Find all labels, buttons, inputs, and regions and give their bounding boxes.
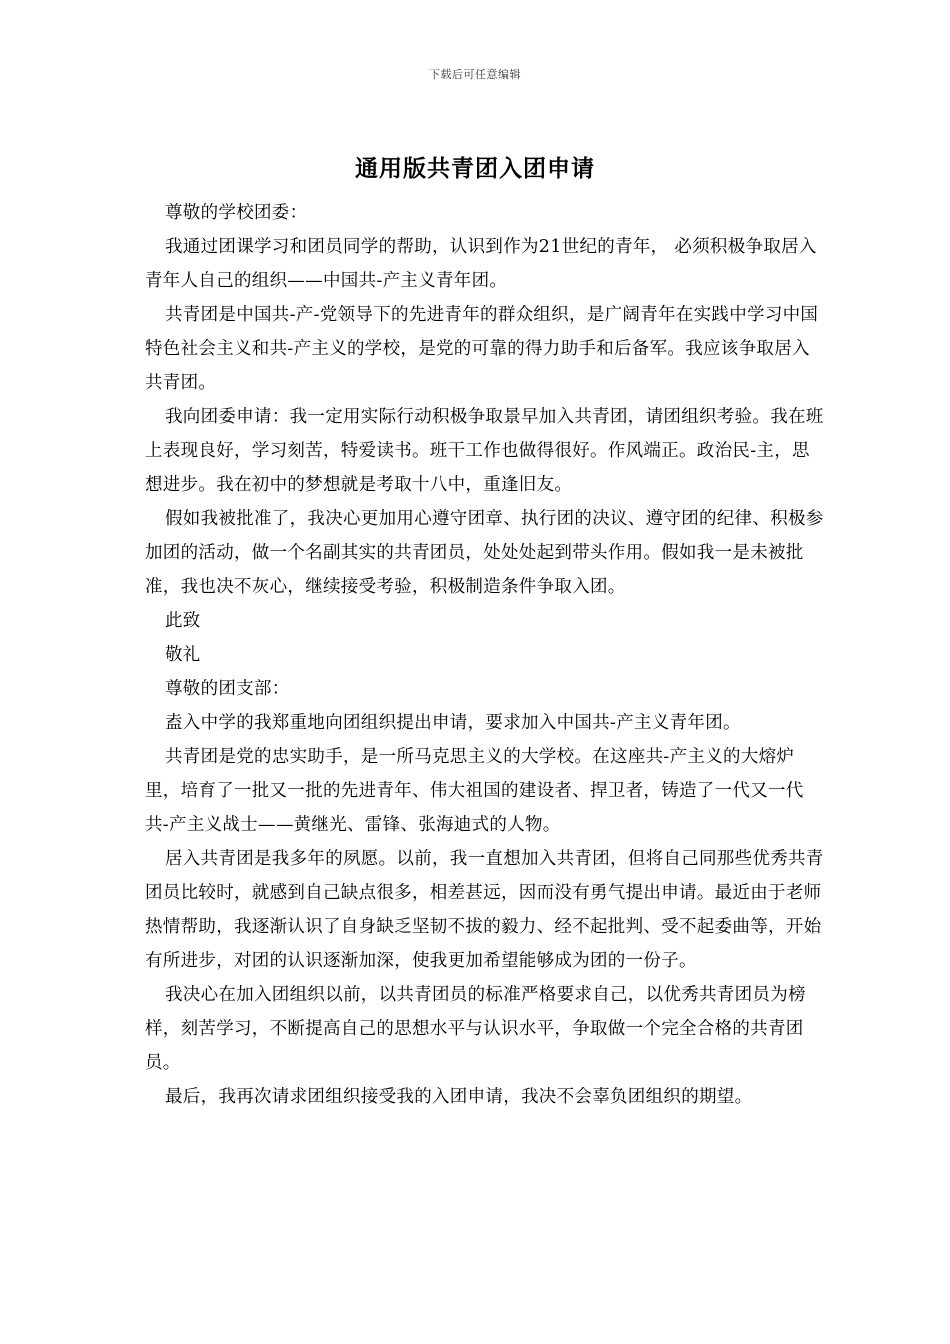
- closing-salute: 敬礼: [165, 645, 201, 665]
- paragraph: 最后，我再次请求团组织接受我的入团申请，我决不会辜负团组织的期望。: [165, 1087, 753, 1107]
- document-title: 通用版共青团入团申请: [355, 155, 595, 182]
- paragraph: 假如我被批准了，我决心更加用心遵守团章、执行团的决议、遵守团的纪律、积极参加团的活动，做一个名副其实的共青团员，处处处起到带头作用。假如我一是未被批准，我也决不灰心，继续接受考验，积极制造条件争取入团。: [145, 509, 824, 597]
- paragraph-salutation-branch: 尊敬的团支部：: [165, 679, 290, 699]
- header-note: 下载后可任意编辑: [429, 68, 521, 81]
- document-body: [145, 196, 825, 1114]
- paragraph-salutation-committee: 尊敬的学校团委：: [165, 203, 308, 223]
- paragraph: 我向团委申请：我一定用实际行动积极争取景早加入共青团，请团组织考验。我在班上表现良好，学习刻苦，特爱读书。班干工作也做得很好。作风端正。政治民-主，思想进步。我在初中的梦想就是考取十八中，重逢旧友。: [145, 407, 824, 495]
- paragraph: 我通过团课学习和团员同学的帮助，认识到作为21世纪的青年， 必须积极争取居入青年人自己的组织——中国共-产主义青年团。: [145, 237, 817, 291]
- closing-line: 此致: [165, 611, 201, 631]
- paragraph: 共青团是党的忠实助手，是一所马克思主义的大学校。在这座共-产主义的大熔炉里，培育了一批又一批的先进青年、伟大祖国的建设者、捍卫者，铸造了一代又一代共-产主义战士——黄继光、雷锋、张海迪式的人物。: [145, 747, 804, 835]
- paragraph: 我决心在加入团组织以前，以共青团员的标准严格要求自己，以优秀共青团员为榜样，刻苦学习，不断提高自己的思想水平与认识水平，争取做一个完全合格的共青团员。: [145, 985, 806, 1073]
- paragraph: 共青团是中国共-产-党领导下的先进青年的群众组织，是广阔青年在实践中学习中国特色社会主义和共-产主义的学校，是党的可靠的得力助手和后备军。我应该争取居入共青团。: [145, 305, 819, 393]
- paragraph: 盍入中学的我郑重地向团组织提出申请，要求加入中国共-产主义青年团。: [165, 713, 741, 733]
- paragraph: 居入共青团是我多年的夙愿。以前，我一直想加入共青团，但将自己同那些优秀共青团员比较时，就感到自己缺点很多，相差甚远，因而没有勇气提出申请。最近由于老师热情帮助，我逐渐认识了自身缺乏坚韧不拔的毅力、经不起批判、受不起委曲等，开始有所进步，对团的认识逐渐加深，使我更加希望能够成为团的一份子。: [145, 849, 824, 971]
